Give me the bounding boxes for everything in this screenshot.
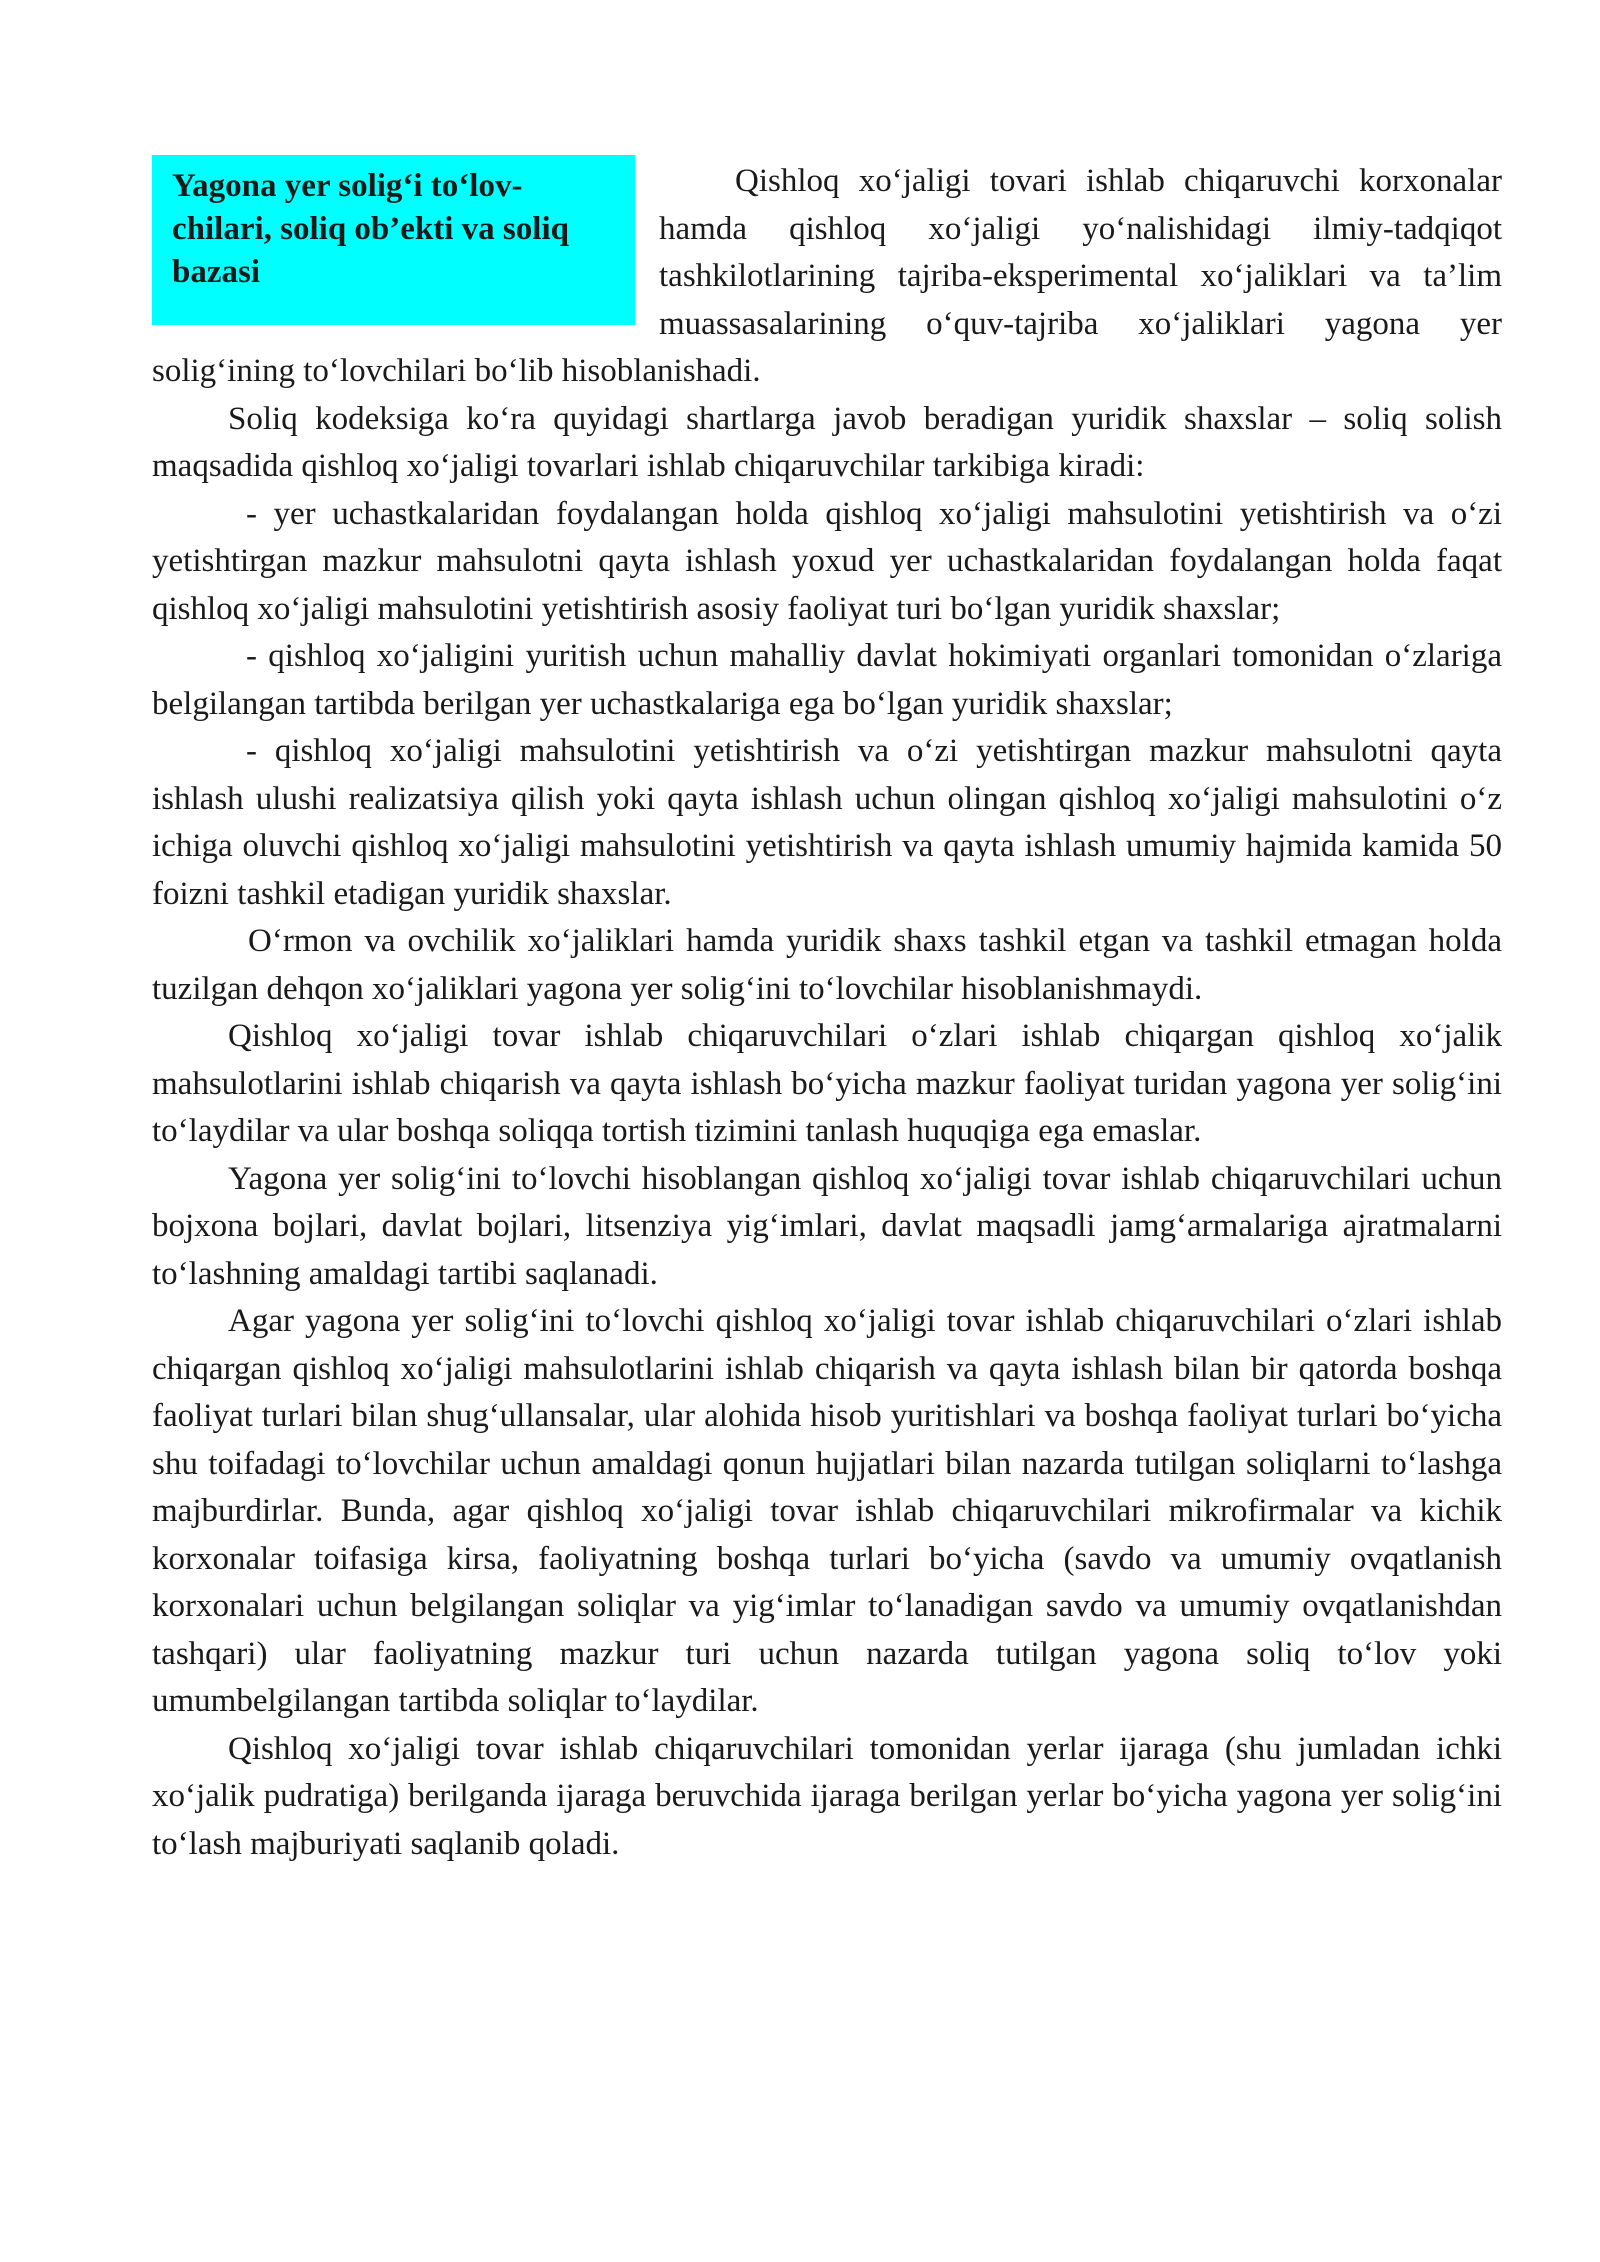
paragraph-forestry-exclusion: O‘rmon va ovchilik xo‘jaliklari hamda yuridik shaxs tashkil etgan va tashkil etmagan holda tuzilgan dehqon xo‘jaliklari yagona yer solig‘ini to‘lovchilar hisoblanishmaydi. [152,923,1502,1007]
document-body [152,158,1502,1868]
list-item-land-use: - yer uchastkalaridan foydalangan holda qishloq xo‘jaligi mahsulotini yetishtirish va o‘zi yetishtirgan mazkur mahsulotni qayta ishlash yoxud yer uchastkalaridan foydalangan holda faqat qishloq xo‘jaligi mahsulotini yetishtirish asosiy faoliyat turi bo‘lgan yuridik shaxslar; [152,495,1502,627]
list-item-land-allocated: - qishloq xo‘jaligini yuritish uchun mahalliy davlat hokimiyati organlari tomonidan o‘zlariga belgilangan tartibda berilgan yer uchastkalariga ega bo‘lgan yuridik shaxslar; [152,638,1502,722]
paragraph-land-lease: Qishloq xo‘jaligi tovar ishlab chiqaruvchilari tomonidan yerlar ijaraga (shu jumladan ichki xo‘jalik pudratiga) berilganda ijaraga beruvchida ijaraga berilgan yerlar bo‘yicha yagona yer solig‘ini to‘lash majburiyati saqlanib qoladi. [152,1730,1502,1862]
section-heading: Yagona yer solig‘i to‘lov-chilari, soliq ob’ekti va soliq bazasi [172,168,569,290]
paragraph-payment-scope: Qishloq xo‘jaligi tovar ishlab chiqaruvchilari o‘zlari ishlab chiqargan qishloq xo‘jalik mahsulotlarini ishlab chiqarish va qayta ishlash bo‘yicha mazkur faoliyat turidan yagona yer solig‘ini to‘laydilar va ular boshqa soliqqa tortish tizimini tanlash huquqiga ega emaslar. [152,1018,1502,1149]
list-item-production-share: - qishloq xo‘jaligi mahsulotini yetishtirish va o‘zi yetishtirgan mazkur mahsulotni qayta ishlash ulushi realizatsiya qilish yoki qayta ishlash uchun olingan qishloq xo‘jaligi mahsulotini o‘z ichiga oluvchi qishloq xo‘jaligi mahsulotini yetishtirish va qayta ishlash umumiy hajmida kamida 50 foizni tashkil etadigan yuridik shaxslar. [152,733,1502,912]
paragraph-taxpayers: Qishloq xo‘jaligi tovari ishlab chiqaruvchi korxonalar hamda qishloq xo‘jaligi yo‘nalishidagi ilmiy-tadqiqot tashkilotlarining tajriba-eksperimental xo‘jaliklari va ta’lim muassasalarining o‘quv-tajriba xo‘jaliklari yagona yer solig‘ining to‘lovchilari bo‘lib hisoblanishadi. [152,163,1502,389]
paragraph-other-activities: Agar yagona yer solig‘ini to‘lovchi qishloq xo‘jaligi tovar ishlab chiqaruvchilari o‘zlari ishlab chiqargan qishloq xo‘jaligi mahsulotlarini ishlab chiqarish va qayta ishlash bilan bir qatorda boshqa faoliyat turlari bilan shug‘ullansalar, ular alohida hisob yuritishlari va boshqa faoliyat turlari bo‘yicha shu toifadagi to‘lovchilar uchun amaldagi qonun hujjatlari bilan nazarda tutilgan soliqlarni to‘lashga majburdirlar. Bunda, agar qishloq xo‘jaligi tovar ishlab chiqaruvchilari mikrofirmalar va kichik korxonalar toifasiga kirsa, faoliyatning boshqa turlari bo‘yicha (savdo va umumiy ovqatlanish korxonalari uchun belgilangan soliqlar va yig‘imlar to‘lanadigan savdo va umumiy ovqatlanishdan tashqari) ular faoliyatning mazkur turi uchun nazarda tutilgan yagona soliq to‘lov yoki umumbelgilangan tartibda soliqlar to‘laydilar. [152,1303,1502,1719]
paragraph-other-payments: Yagona yer solig‘ini to‘lovchi hisoblangan qishloq xo‘jaligi tovar ishlab chiqaruvchilari uchun bojxona bojlari, davlat bojlari, litsenziya yig‘imlari, davlat maqsadli jamg‘armalariga ajratmalarni to‘lashning amaldagi tartibi saqlanadi. [152,1160,1502,1292]
section-heading-box [152,155,635,325]
paragraph-tax-code-conditions: Soliq kodeksiga ko‘ra quyidagi shartlarga javob beradigan yuridik shaxslar – soliq solish maqsadida qishloq xo‘jaligi tovarlari ishlab chiqaruvchilar tarkibiga kiradi: [152,400,1502,484]
